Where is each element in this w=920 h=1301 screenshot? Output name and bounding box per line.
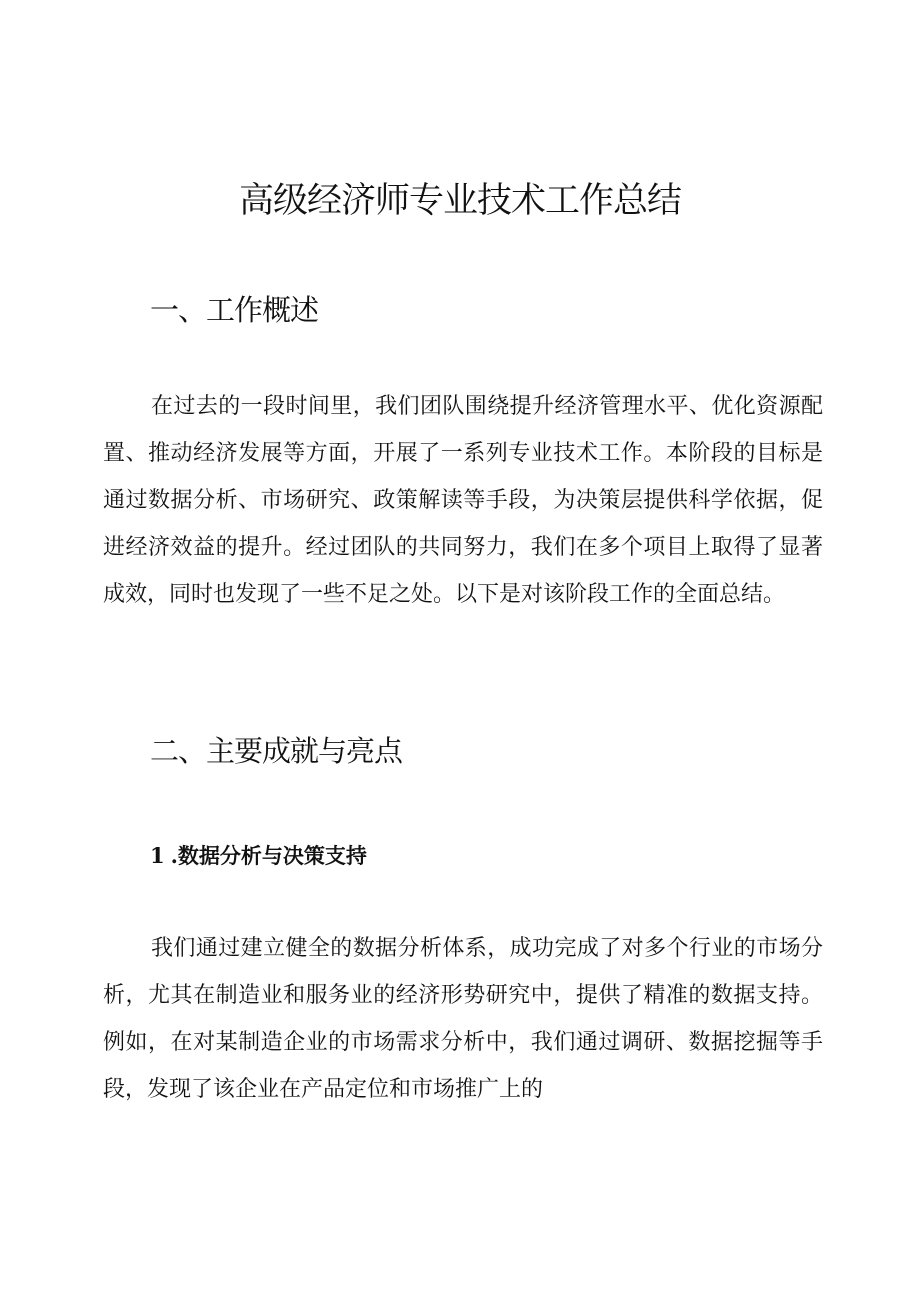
subsection-heading-data-analysis xyxy=(150,838,367,874)
data-analysis-paragraph: 我们通过建立健全的数据分析体系，成功完成了对多个行业的市场分析，尤其在制造业和服务业的经济形势研究中，提供了精准的数据支持。例如，在对某制造企业的市场需求分析中，我们通过调研、数据挖掘等手段，发现了该企业在产品定位和市场推广上的 xyxy=(103,936,823,1102)
subsection-title: .数据分析与决策支持 xyxy=(170,843,367,868)
document-title: 高级经济师专业技术工作总结 xyxy=(238,181,681,221)
section-heading-achievements: 二、主要成就与亮点 xyxy=(150,734,403,768)
section-heading-overview: 一、工作概述 xyxy=(150,293,319,327)
subsection-number: 1 xyxy=(150,843,165,868)
overview-paragraph: 在过去的一段时间里，我们团队围绕提升经济管理水平、优化资源配置、推动经济发展等方面，开展了一系列专业技术工作。本阶段的目标是通过数据分析、市场研究、政策解读等手段，为决策层提供科学依据，促进经济效益的提升。经过团队的共同努力，我们在多个项目上取得了显著成效，同时也发现了一些不足之处。以下是对该阶段工作的全面总结。 xyxy=(103,394,823,607)
